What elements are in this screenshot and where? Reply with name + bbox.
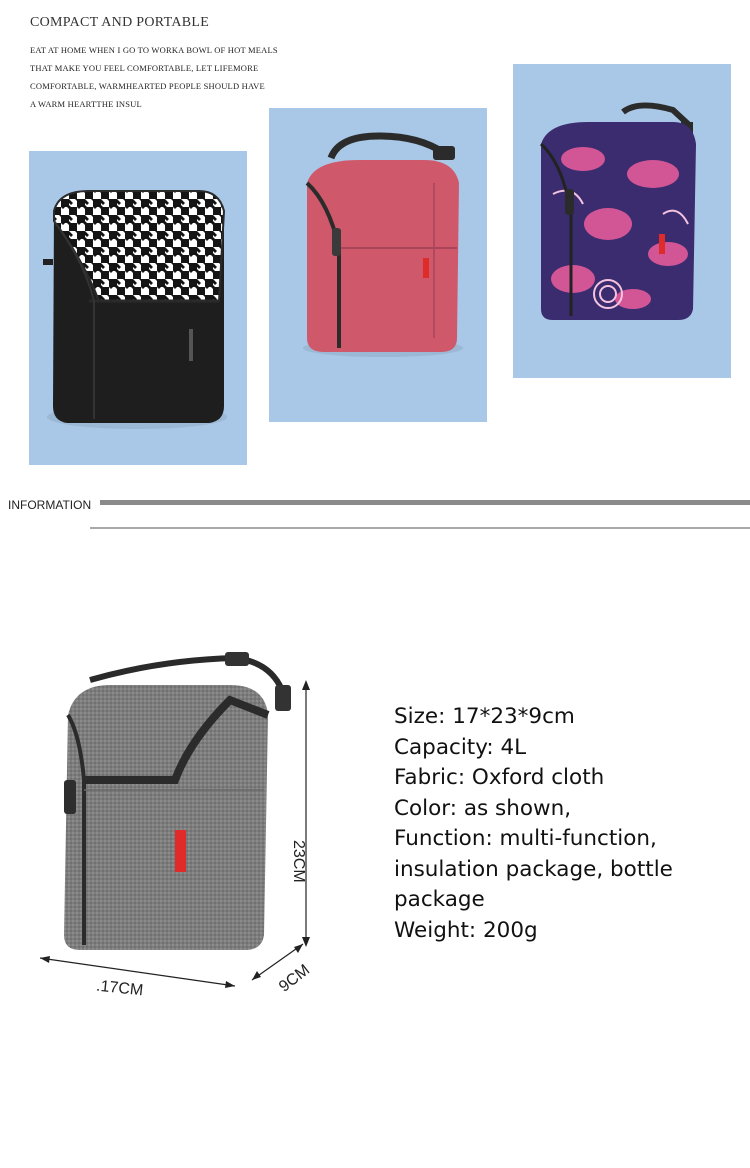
divider-line (100, 500, 750, 505)
spec-size: Size: 17*23*9cm (394, 704, 575, 729)
depth-dimension-label: 9CM (276, 961, 314, 996)
intro-text-line: COMFORTABLE, WARMHEARTED PEOPLE SHOULD HAVE (30, 81, 265, 91)
product-photo-houndstooth (29, 151, 247, 465)
information-label: INFORMATION (8, 498, 92, 512)
grey-bag-image (20, 640, 360, 1010)
floral-bag-image (513, 64, 731, 378)
height-dimension-label: 23CM (290, 840, 307, 883)
product-dimension-figure (20, 640, 360, 1010)
product-photo-floral (513, 64, 731, 378)
divider-line (90, 527, 750, 529)
product-photo-pink (269, 108, 487, 422)
width-dimension-label: .17CM (95, 977, 144, 1000)
spec-function-cont: package (394, 887, 485, 912)
spec-color: Color: as shown, (394, 795, 572, 821)
spec-function-cont: insulation package, bottle (394, 856, 673, 882)
section-heading: COMPACT AND PORTABLE (30, 15, 210, 30)
spec-fabric: Fabric: Oxford cloth (394, 765, 605, 790)
intro-text-line: THAT MAKE YOU FEEL COMFORTABLE, LET LIFEMORE (30, 63, 259, 73)
houndstooth-bag-image (29, 151, 247, 465)
spec-weight: Weight: 200g (394, 917, 538, 943)
intro-text-line: A WARM HEARTTHE INSUL (30, 99, 142, 109)
intro-text-line: EAT AT HOME WHEN I GO TO WORKA BOWL OF HOT MEALS (30, 45, 278, 55)
product-specs (394, 702, 734, 946)
spec-function: Function: multi-function, (394, 826, 657, 851)
spec-capacity: Capacity: 4L (394, 734, 527, 760)
pink-bag-image (269, 108, 487, 422)
